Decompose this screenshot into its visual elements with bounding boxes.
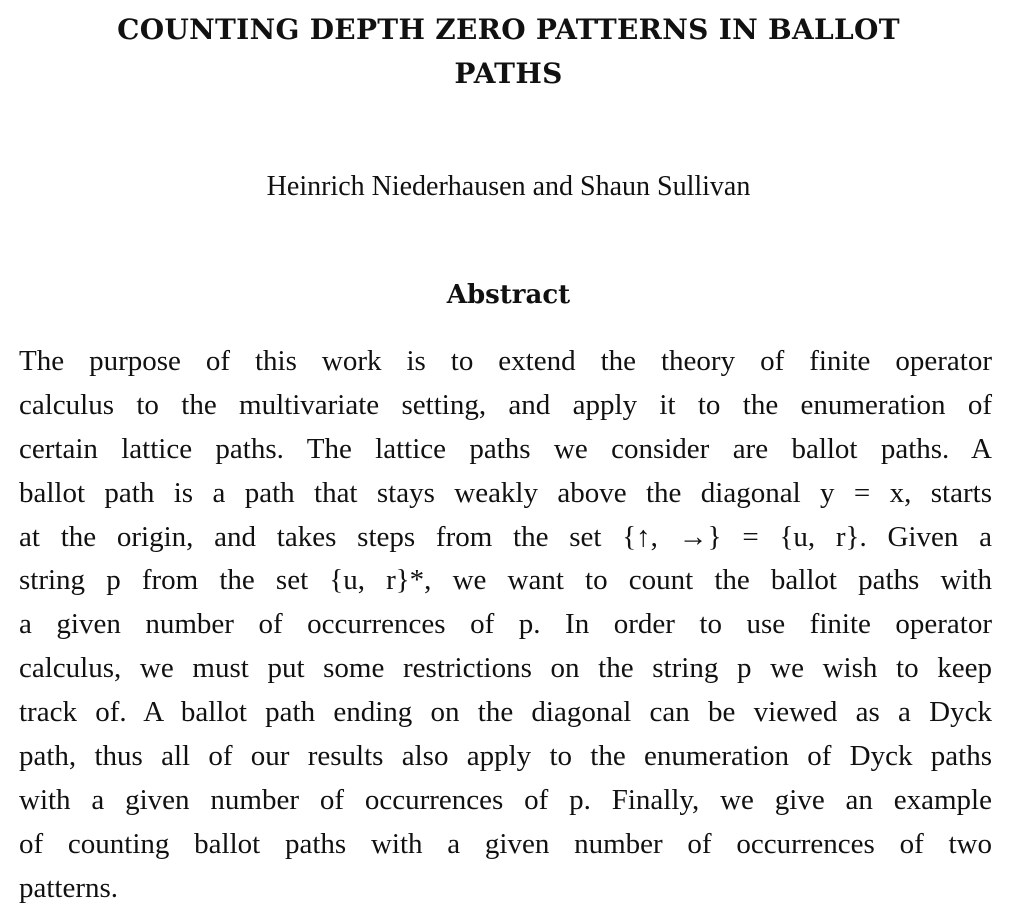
paper-title [20,8,997,96]
abstract-line: string p from the set {u, r}*, we want to count the ballot paths with [19,564,992,597]
paper-authors: Heinrich Niederhausen and Shaun Sullivan [266,171,751,202]
title-line-2: PATHS [454,57,563,90]
abstract-line: patterns. [19,871,119,904]
abstract-line: ballot path is a path that stays weakly above the diagonal y = x, starts [19,476,992,509]
abstract-line: with a given number of occurrences of p. Finally, we give an example [19,783,992,816]
abstract-line: calculus, we must put some restrictions on the string p we wish to keep [19,652,992,685]
abstract-line: track of. A ballot path ending on the diagonal can be viewed as a Dyck [19,696,992,729]
abstract-line: certain lattice paths. The lattice paths we consider are ballot paths. A [19,432,992,465]
abstract-body [19,340,992,911]
abstract-line: calculus to the multivariate setting, and apply it to the enumeration of [19,388,992,421]
abstract-line: a given number of occurrences of p. In order to use finite operator [19,608,992,641]
title-line-1: COUNTING DEPTH ZERO PATTERNS IN BALLOT [117,13,900,46]
abstract-line: path, thus all of our results also apply to the enumeration of Dyck paths [19,740,992,773]
abstract-line: of counting ballot paths with a given number of occurrences of two [19,827,992,860]
abstract-heading: Abstract [446,280,571,310]
abstract-line: The purpose of this work is to extend the theory of finite operator [19,345,992,377]
abstract-line: at the origin, and takes steps from the set {↑, →} = {u, r}. Given a [19,520,992,553]
